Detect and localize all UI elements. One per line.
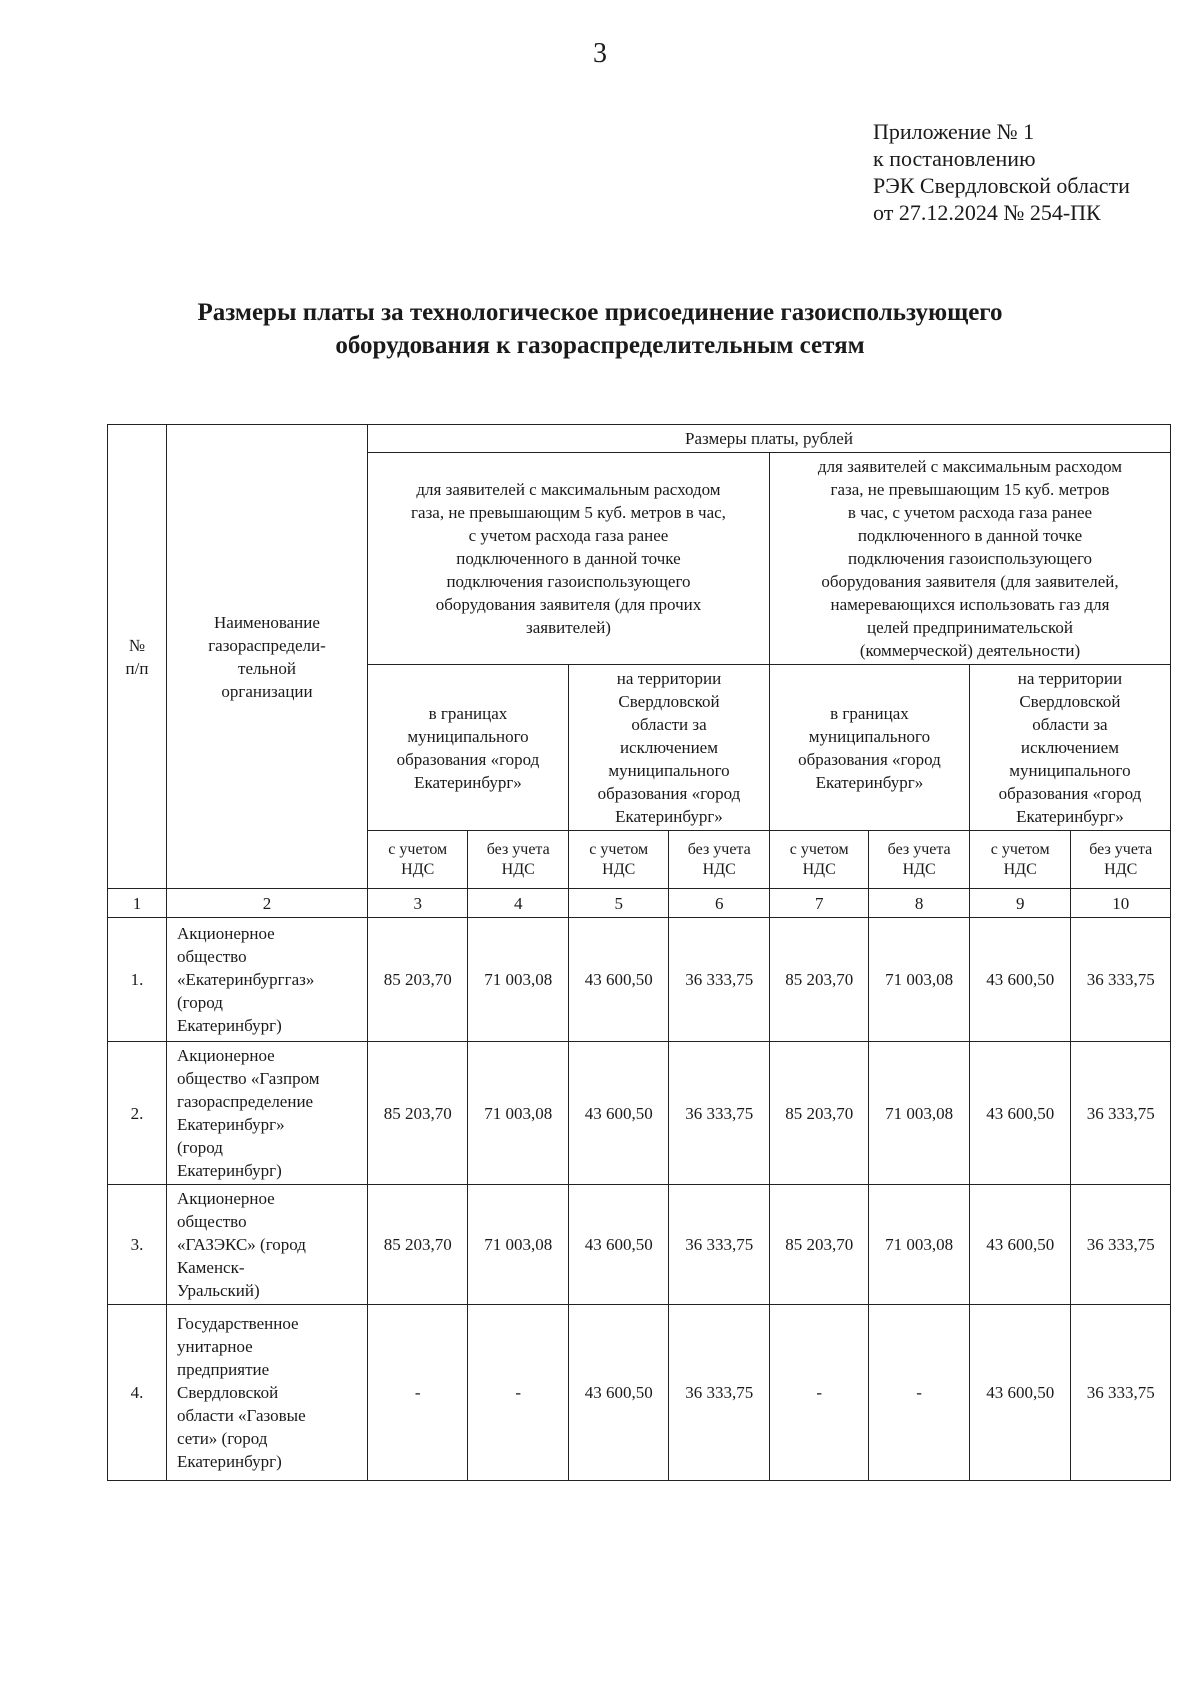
fee-value: 36 333,75 [1071,918,1171,1042]
table-row [108,918,1171,1042]
text-line: НДС [802,860,836,878]
text-line: п/п [125,658,149,678]
text-line: газа, не превышающим 15 куб. метров [830,480,1110,499]
fee-value: 43 600,50 [568,1042,669,1185]
table-row [108,1185,1171,1305]
fee-value: 43 600,50 [568,918,669,1042]
text-line: Каменск- [176,1258,245,1277]
text-line: области «Газовые [176,1406,306,1425]
text-line: унитарное [176,1337,253,1356]
fee-value: 43 600,50 [568,1305,669,1481]
text-line: НДС [1003,860,1037,878]
text-line: НДС [1104,860,1138,878]
fee-value: 43 600,50 [969,1185,1071,1305]
appendix-line: Приложение № 1 [873,119,1035,144]
column-number: 1 [108,889,167,918]
text-line: НДС [501,860,535,878]
text-line: газа, не превышающим 5 куб. метров в час, [411,503,726,522]
text-line: газораспределение [176,1092,314,1111]
document-title [150,296,1050,362]
fee-value: 36 333,75 [1071,1042,1171,1185]
fee-value: 85 203,70 [367,1185,468,1305]
header-region-b [969,665,1170,831]
text-line: Екатеринбург» [615,807,723,826]
fee-value: 71 003,08 [869,1042,970,1185]
text-line: Акционерное [176,1189,275,1208]
organization-name [166,1042,367,1185]
text-line: подключенного в данной точке [857,526,1083,545]
fee-value: 36 333,75 [1071,1305,1171,1481]
header-with-vat [568,831,669,889]
fee-value: 43 600,50 [969,918,1071,1042]
header-with-vat [969,831,1071,889]
text-line: муниципального [1009,761,1131,780]
text-line: без учета [1089,840,1153,858]
organization-name [166,1185,367,1305]
fee-value: 85 203,70 [367,1042,468,1185]
column-number: 6 [669,889,770,918]
fee-value: 71 003,08 [869,918,970,1042]
text-line: Екатеринбург» [414,772,522,792]
text-line: (коммерческой) деятельности) [859,641,1081,660]
text-line: муниципального [407,726,529,746]
text-line: образования «город [798,749,941,769]
text-line: для заявителей с максимальным расходом [416,480,721,499]
text-line: Акционерное [176,924,275,943]
text-line: исключением [619,738,718,757]
fee-value: 85 203,70 [367,918,468,1042]
table-row [108,1042,1171,1185]
text-line: общество [176,1212,247,1231]
fee-value: 71 003,08 [468,918,569,1042]
text-line: без учета [486,840,550,858]
fee-value: - [769,1305,868,1481]
header-group-5m3 [367,453,769,665]
fee-value: 43 600,50 [969,1305,1071,1481]
text-line: в границах [830,703,909,723]
text-line: с учетом [990,840,1050,858]
fee-value: 71 003,08 [468,1185,569,1305]
column-number: 5 [568,889,669,918]
text-line: Свердловской [618,692,720,711]
fee-value: - [468,1305,569,1481]
fee-value: - [869,1305,970,1481]
fee-value: 85 203,70 [769,918,868,1042]
title-line: Размеры платы за технологическое присоединение газоиспользующего [197,299,1003,326]
text-line: сети» (город [176,1429,268,1448]
column-number: 10 [1071,889,1171,918]
column-number: 4 [468,889,569,918]
appendix-line: к постановлению [873,146,1036,171]
text-line: «Екатеринбурггаз» [176,970,315,989]
text-line: образования «город [998,784,1142,803]
title-line: оборудования к газораспределительным сетям [335,332,865,359]
text-line: на территории [1017,669,1123,688]
row-number: 4. [108,1305,167,1481]
fee-value: 36 333,75 [669,1305,770,1481]
text-line: Екатеринбург) [176,1452,282,1471]
text-line: общество «Газпром [176,1069,320,1088]
fee-value: 43 600,50 [969,1042,1071,1185]
text-line: без учета [687,840,751,858]
fees-table [107,424,1171,1481]
header-without-vat [1071,831,1171,889]
text-line: подключения газоиспользующего [847,549,1093,568]
fee-value: 36 333,75 [669,1042,770,1185]
text-line: Екатеринбург» [1016,807,1124,826]
column-number: 2 [166,889,367,918]
fee-value: 85 203,70 [769,1042,868,1185]
fee-value: 71 003,08 [869,1185,970,1305]
text-line: с учетом [589,840,649,858]
row-number: 2. [108,1042,167,1185]
text-line: Уральский) [176,1281,260,1300]
text-line: подключения газоиспользующего [446,572,691,591]
text-line: оборудования заявителя (для заявителей, [821,572,1119,591]
header-with-vat [367,831,468,889]
text-line: НДС [602,860,636,878]
text-line: подключенного в данной точке [456,549,681,568]
text-line: НДС [702,860,736,878]
text-line: НДС [401,860,435,878]
appendix-line: от 27.12.2024 № 254-ПК [873,200,1101,225]
text-line: области за [1032,715,1108,734]
text-line: Акционерное [176,1046,275,1065]
appendix-reference [873,118,1130,226]
text-line: общество [176,947,247,966]
table-row [108,1305,1171,1481]
text-line: с учетом [789,840,849,858]
text-line: (город [176,993,223,1012]
text-line: «ГАЗЭКС» (город [176,1235,306,1254]
text-line: (город [176,1138,223,1157]
text-line: без учета [887,840,951,858]
column-numbers-row [108,889,1171,918]
text-line: Свердловской [176,1383,279,1402]
page-number: 3 [593,38,607,69]
header-region-a [568,665,769,831]
text-line: тельной [238,658,296,678]
text-line: № [128,635,146,655]
text-line: области за [631,715,707,734]
column-number: 7 [769,889,868,918]
fee-value: 36 333,75 [669,1185,770,1305]
fee-value: 36 333,75 [669,918,770,1042]
fee-value: 85 203,70 [769,1185,868,1305]
fee-value: 71 003,08 [468,1042,569,1185]
text-line: исключением [1020,738,1119,757]
text-line: с учетом расхода газа ранее [468,526,669,545]
column-number: 9 [969,889,1071,918]
header-fees: Размеры платы, рублей [367,425,1170,453]
header-with-vat [769,831,868,889]
text-line: НДС [902,860,936,878]
fee-value: 43 600,50 [568,1185,669,1305]
text-line: муниципального [808,726,931,746]
text-line: образования «город [396,749,540,769]
header-org-name [166,425,367,889]
text-line: в границах [428,703,508,723]
text-line: целей предпринимательской [867,618,1073,637]
text-line: образования «город [597,784,741,803]
row-number: 3. [108,1185,167,1305]
organization-name [166,918,367,1042]
text-line: с учетом [388,840,448,858]
fee-value: - [367,1305,468,1481]
organization-name [166,1305,367,1481]
row-number: 1. [108,918,167,1042]
header-without-vat [869,831,970,889]
column-number: 3 [367,889,468,918]
text-line: организации [221,681,313,701]
header-ekb-b [769,665,969,831]
header-without-vat [468,831,569,889]
header-num [108,425,167,889]
header-ekb-a [367,665,568,831]
column-number: 8 [869,889,970,918]
text-line: Екатеринбург) [176,1016,282,1035]
text-line: муниципального [608,761,730,780]
text-line: на территории [616,669,722,688]
text-line: намеревающихся использовать газ для [830,595,1110,614]
text-line: оборудования заявителя (для прочих [435,595,702,614]
text-line: предприятие [176,1360,270,1379]
text-line: для заявителей с максимальным расходом [817,457,1123,476]
text-line: Наименование [214,612,320,632]
appendix-line: РЭК Свердловской области [873,173,1130,198]
header-group-15m3 [769,453,1170,665]
text-line: Свердловской [1019,692,1121,711]
text-line: в час, с учетом расхода газа ранее [847,503,1093,522]
header-without-vat [669,831,770,889]
text-line: Екатеринбург) [176,1161,282,1180]
text-line: Государственное [176,1314,299,1333]
text-line: Екатеринбург» [176,1115,285,1134]
text-line: заявителей) [526,618,611,637]
text-line: Екатеринбург» [815,772,924,792]
fee-value: 36 333,75 [1071,1185,1171,1305]
text-line: газораспредели- [208,635,326,655]
